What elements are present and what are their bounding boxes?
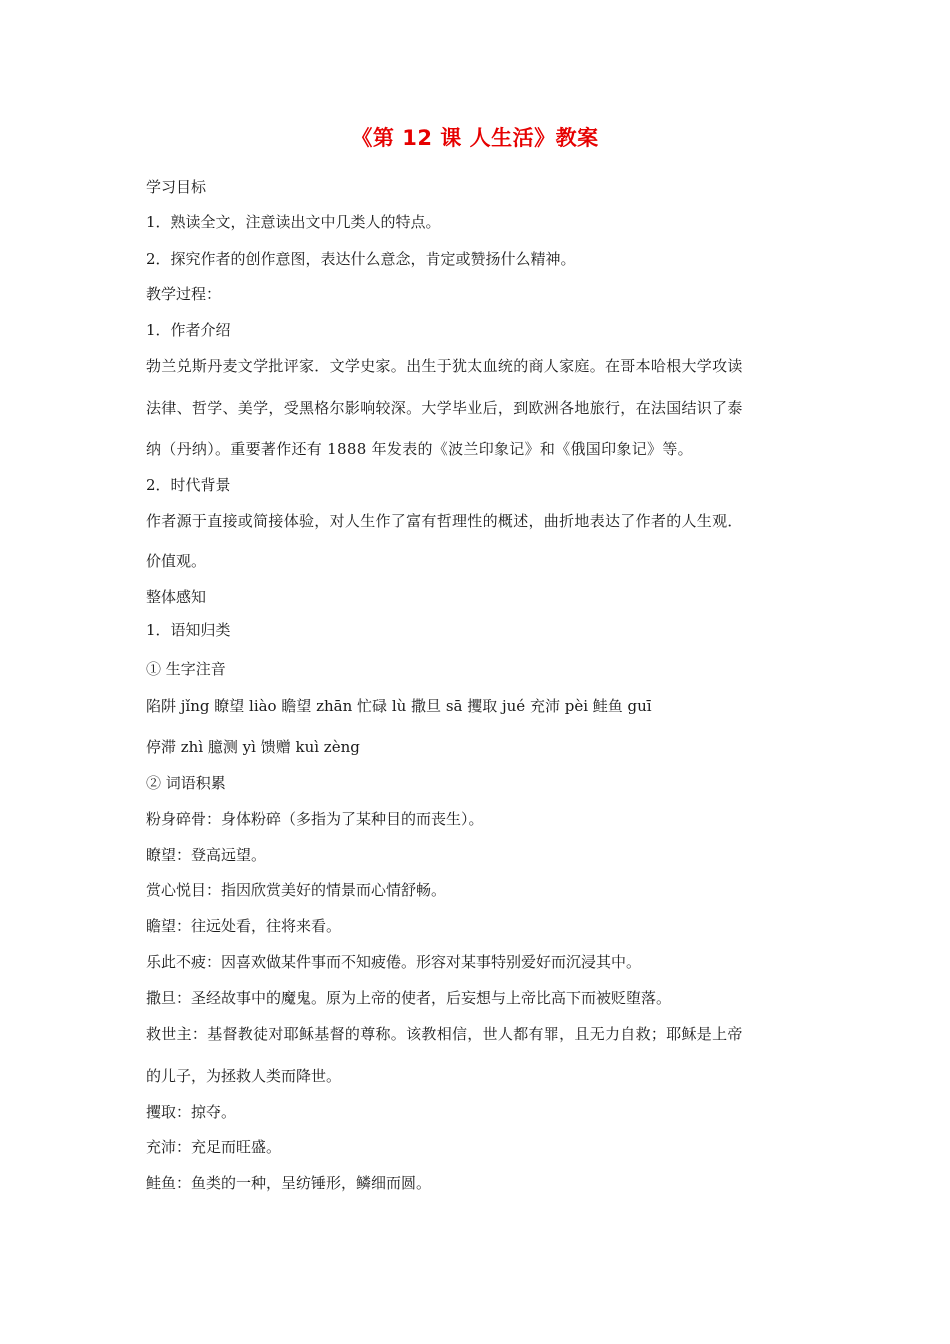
section-heading-objectives: 学习目标	[146, 178, 207, 196]
subheading-vocabulary: 1．语知归类	[146, 621, 231, 639]
subheading-background: 2．时代背景	[146, 476, 231, 494]
section-heading-process: 教学过程：	[146, 285, 222, 303]
pinyin-row-2: 停滞 zhì 臆测 yì 馈赠 kuì zèng	[146, 738, 360, 756]
definition-5: 乐此不疲：因喜欢做某件事而不知疲倦。形容对某事特别爱好而沉浸其中。	[146, 953, 642, 971]
paragraph-author-line-1: 勃兰兑斯丹麦文学批评家．文学史家。出生于犹太血统的商人家庭。在哥本哈根大学攻读	[146, 357, 743, 375]
definition-6: 撒旦：圣经故事中的魔鬼。原为上帝的使者，后妄想与上帝比高下而被贬堕落。	[146, 989, 672, 1007]
subheading-pronunciation: ① 生字注音	[146, 660, 226, 678]
paragraph-author-line-2: 法律、哲学、美学，受黑格尔影响较深。大学毕业后，到欧洲各地旅行，在法国结识了泰	[146, 399, 743, 417]
definition-7-line-1: 救世主：基督教徒对耶稣基督的尊称。该教相信，世人都有罪，且无力自救；耶稣是上帝	[146, 1025, 743, 1043]
definition-4: 瞻望：往远处看，往将来看。	[146, 917, 342, 935]
document-title: 《第 12 课 人生活》教案	[351, 126, 599, 150]
paragraph-background-line-2: 价值观。	[146, 552, 207, 570]
subheading-author: 1．作者介绍	[146, 321, 231, 339]
definition-3: 赏心悦目：指因欣赏美好的情景而心情舒畅。	[146, 881, 447, 899]
paragraph-background-line-1: 作者源于直接或简接体验，对人生作了富有哲理性的概述，曲折地表达了作者的人生观．	[146, 512, 743, 530]
objective-2: 2．探究作者的创作意图，表达什么意念，肯定或赞扬什么精神。	[146, 250, 576, 268]
objective-1: 1．熟读全文，注意读出文中几类人的特点。	[146, 213, 441, 231]
definition-9: 充沛：充足而旺盛。	[146, 1138, 282, 1156]
pinyin-row-1: 陷阱 jǐng 瞭望 liào 瞻望 zhān 忙碌 lù 撒旦 sā 攫取 jué 充沛 pèi 鲑鱼 guī	[146, 697, 652, 715]
subheading-word-bank: ② 词语积累	[146, 774, 226, 792]
definition-8: 攫取：掠夺。	[146, 1103, 237, 1121]
section-heading-overview: 整体感知	[146, 588, 207, 606]
definition-2: 瞭望：登高远望。	[146, 846, 267, 864]
definition-7-line-2: 的儿子，为拯救人类而降世。	[146, 1067, 342, 1085]
definition-1: 粉身碎骨：身体粉碎（多指为了某种目的而丧生）。	[146, 810, 484, 828]
definition-10: 鲑鱼：鱼类的一种，呈纺锤形，鳞细而圆。	[146, 1174, 432, 1192]
paragraph-author-line-3: 纳（丹纳）。重要著作还有 1888 年发表的《波兰印象记》和《俄国印象记》等。	[146, 440, 693, 458]
